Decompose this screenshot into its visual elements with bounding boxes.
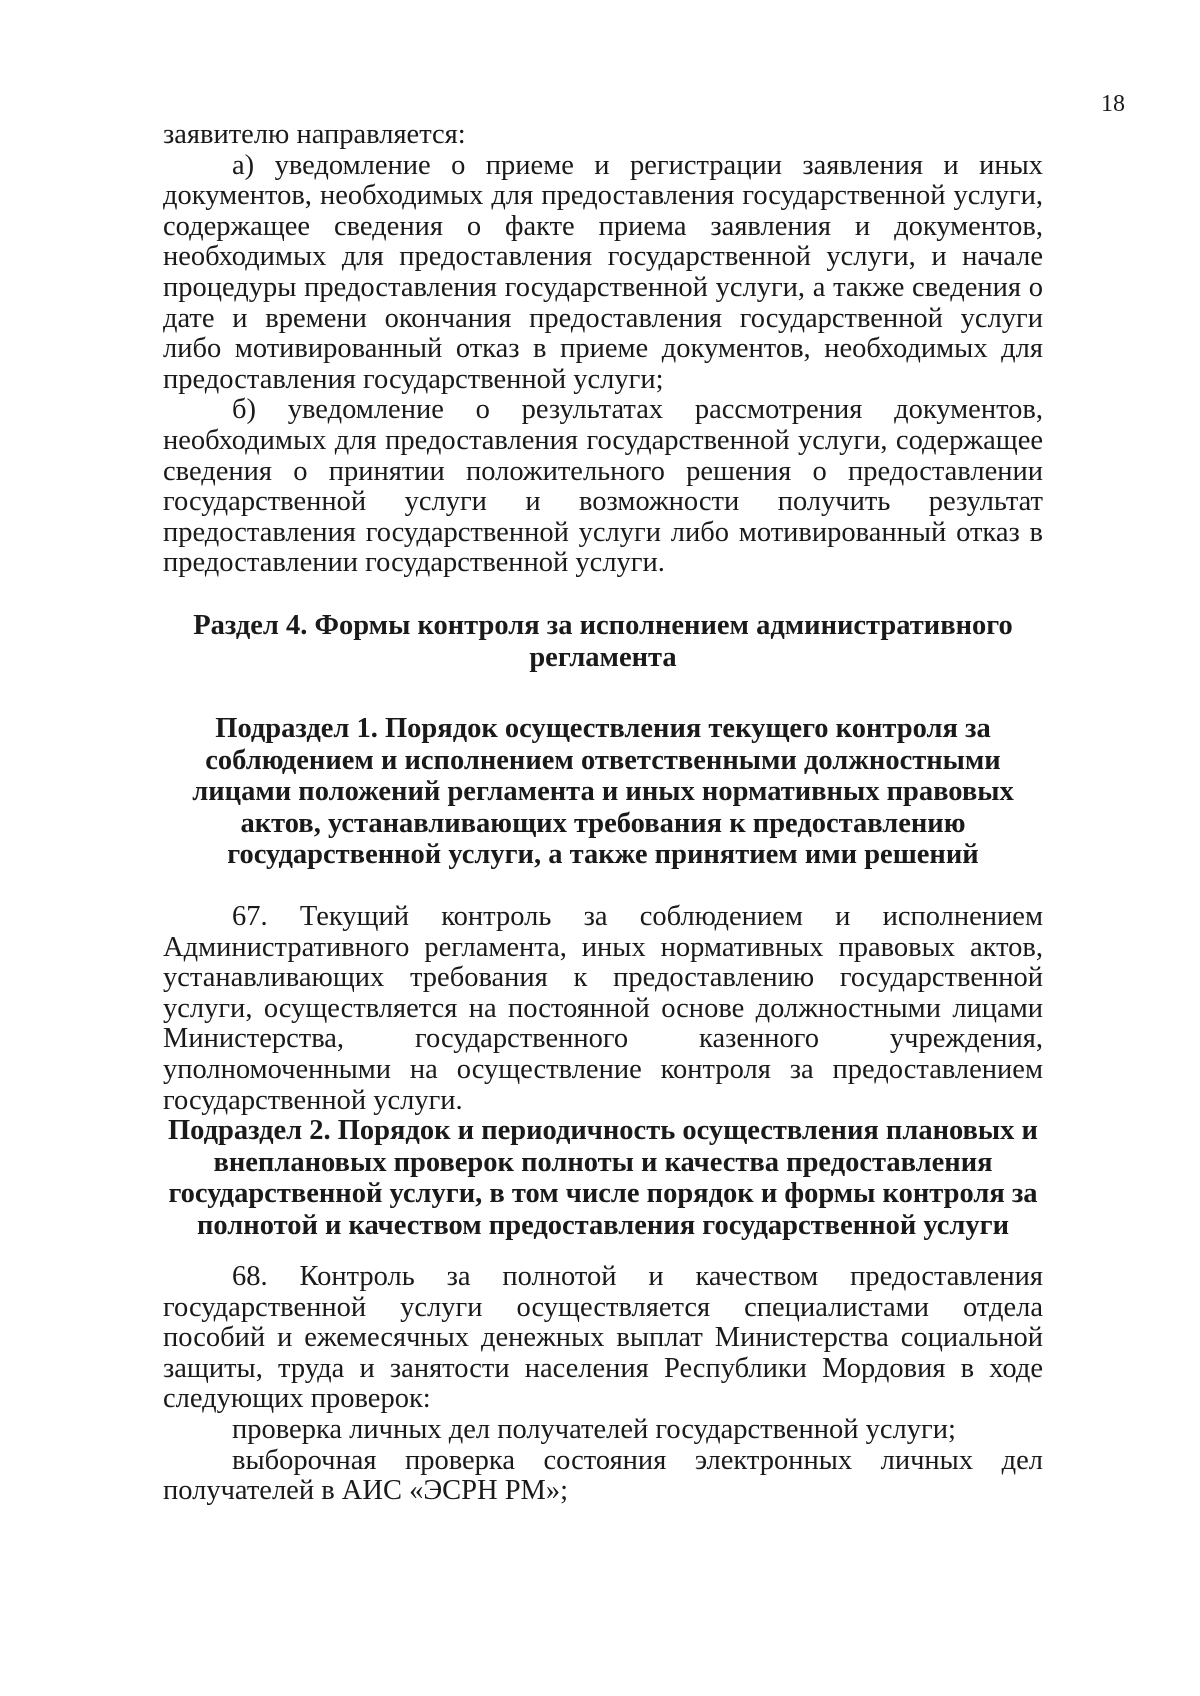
check-item-2: выборочная проверка состояния электронных личных дел получателей в АИС «ЭСРН РМ»; (163, 1444, 1043, 1507)
paragraph-67-block (163, 902, 1043, 1116)
intro-lead: заявителю направляется: (163, 119, 466, 150)
check-item-1: проверка личных дел получателей государственной услуги; (232, 1413, 956, 1445)
subsection-2-heading-block (163, 1115, 1043, 1241)
paragraph-67: 67. Текущий контроль за соблюдением и исполнением Административного регламента, иных нормативных правовых актов, устанавливающих требования к предоставлению государственной услуги, осуществляется на постоянной основе должностными лицами Министерства, государственного казенного учреждения, уполномоченными на осуществление контроля за предоставлением государственной услуги. (163, 901, 1043, 1116)
paragraph-68: 68. Контроль за полнотой и качеством предоставления государственной услуги осуществляется специалистами отдела пособий и ежемесячных денежных выплат Министерства социальной защиты, труда и занятости населения Республики Мордовия в ходе следующих проверок: (163, 1261, 1043, 1415)
intro-block (163, 120, 1043, 579)
section-4-heading: Раздел 4. Формы контроля за исполнением административного регламента (193, 610, 1013, 673)
item-b-paragraph: б) уведомление о результатах рассмотрения документов, необходимых для предоставления государственной услуги, содержащее сведения о принятии положительного решения о предоставлении государственной услуги и возможности получить результат предоставления государственной услуги либо мотивированный отказ в предоставлении государственной услуги. (163, 394, 1043, 579)
subsection-1-heading-block (163, 713, 1043, 871)
item-a-paragraph: а) уведомление о приеме и регистрации заявления и иных документов, необходимых для предоставления государственной услуги, содержащее сведения о факте приема заявления и документов, необходимых для предоставления государственной услуги, и начале процедуры предоставления государственной услуги, а также сведения о дате и времени окончания предоставления государственной услуги либо мотивированный отказ в приеме документов, необходимых для предоставления государственной услуги; (163, 149, 1043, 395)
section-4-heading-block (163, 610, 1043, 673)
subsection-1-heading: Подраздел 1. Порядок осуществления текущего контроля за соблюдением и исполнением ответственными должностными лицами положений регламента и иных нормативных правовых актов, устанавливающих требования к предоставлению государственной услуги, а также принятием ими решений (192, 713, 1014, 870)
page-number: 18 (1101, 91, 1125, 117)
paragraph-68-block (163, 1262, 1043, 1507)
subsection-2-heading: Подраздел 2. Порядок и периодичность осуществления плановых и внеплановых проверок полноты и качества предоставления государственной услуги, в том числе порядок и формы контроля за полнотой и качеством предоставления государственной услуги (168, 1115, 1038, 1241)
